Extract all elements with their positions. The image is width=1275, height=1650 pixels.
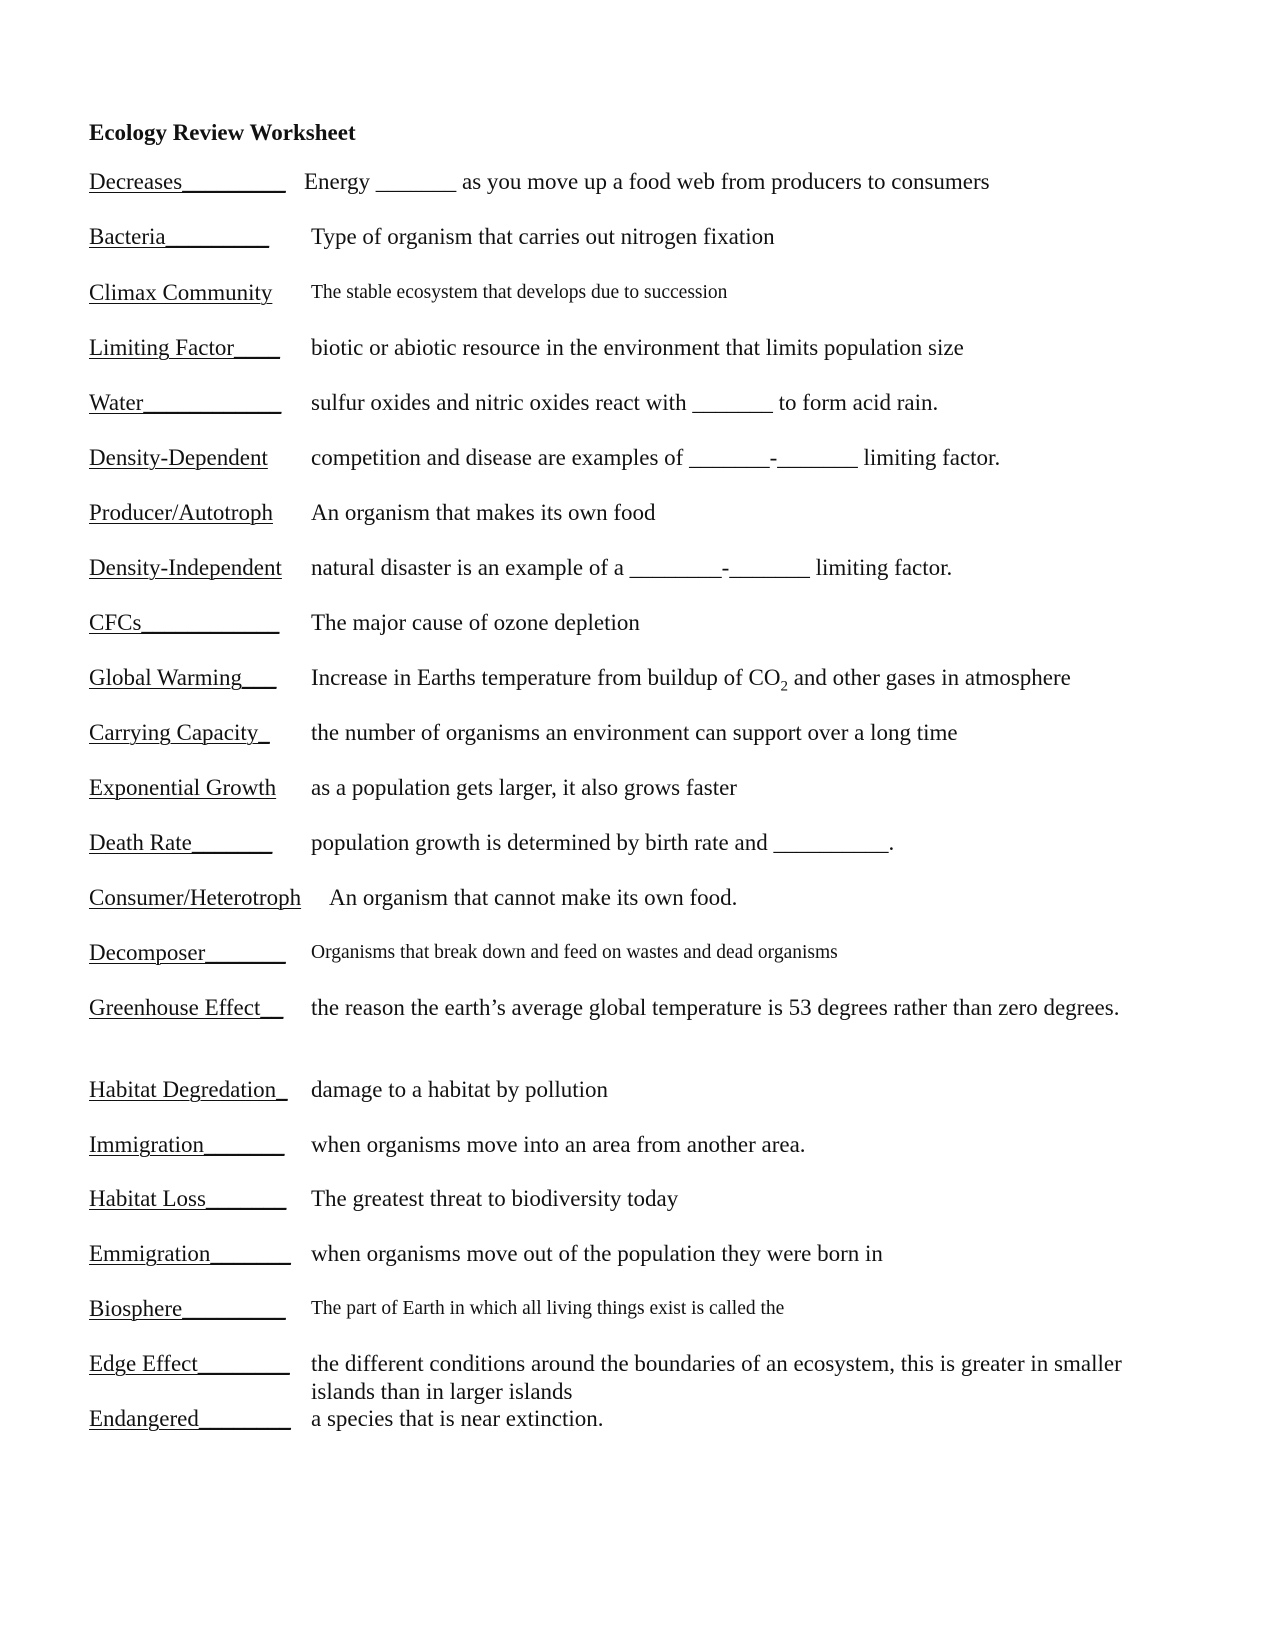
question-definition: the number of organisms an environment can support over a long time	[311, 720, 958, 745]
question-definition: biotic or abiotic resource in the environment that limits population size	[311, 335, 964, 360]
definition-text: Increase in Earths temperature from buildup of CO	[311, 665, 781, 690]
question-definition: Organisms that break down and feed on wastes and dead organisms	[311, 942, 838, 963]
question-definition: competition and disease are examples of _______-_______ limiting factor.	[311, 445, 1001, 470]
worksheet-title: Ecology Review Worksheet	[89, 120, 356, 145]
question-definition: sulfur oxides and nitric oxides react with _______ to form acid rain.	[311, 390, 939, 415]
answer-term: Decomposer_______	[89, 940, 286, 965]
question-definition: An organism that cannot make its own food.	[329, 885, 738, 910]
answer-term: Bacteria_________	[89, 224, 270, 249]
question-definition: the different conditions around the boundaries of an ecosystem, this is greater in smaller islands than in larger islands	[311, 1351, 1122, 1404]
question-definition: damage to a habitat by pollution	[311, 1077, 609, 1102]
question-definition	[311, 664, 1155, 701]
definition-text: and other gases in atmosphere	[787, 665, 1071, 690]
question-definition: The stable ecosystem that develops due to succession	[311, 282, 728, 303]
question-definition: population growth is determined by birth rate and __________.	[311, 830, 895, 855]
question-definition: The major cause of ozone depletion	[311, 610, 640, 635]
answer-term: Density-Independent	[89, 555, 282, 580]
answer-term: Exponential Growth	[89, 775, 277, 800]
answer-term: Edge Effect________	[89, 1351, 290, 1376]
answer-term: Limiting Factor____	[89, 335, 281, 360]
answer-term: Decreases_________	[89, 169, 286, 194]
question-definition: the reason the earth’s average global temperature is 53 degrees rather than zero degrees.	[311, 995, 1120, 1020]
answer-term: Habitat Loss_______	[89, 1186, 287, 1211]
question-definition: when organisms move out of the population they were born in	[311, 1241, 883, 1266]
answer-term: Death Rate_______	[89, 830, 273, 855]
answer-term: Producer/Autotroph	[89, 500, 273, 525]
question-definition: as a population gets larger, it also grows faster	[311, 775, 737, 800]
answer-term: CFCs____________	[89, 610, 280, 635]
question-definition: The greatest threat to biodiversity today	[311, 1186, 679, 1211]
question-definition: Energy _______ as you move up a food web from producers to consumers	[304, 169, 990, 194]
answer-term: Habitat Degredation_	[89, 1077, 288, 1102]
answer-term: Biosphere_________	[89, 1296, 286, 1321]
answer-term: Consumer/Heterotroph	[89, 885, 302, 910]
answer-term: Density-Dependent	[89, 445, 268, 470]
question-definition: Type of organism that carries out nitrogen fixation	[311, 224, 775, 249]
answer-term: Global Warming___	[89, 665, 277, 690]
question-definition: natural disaster is an example of a ________-_______ limiting factor.	[311, 555, 953, 580]
question-definition: The part of Earth in which all living things exist is called the	[311, 1298, 785, 1319]
answer-term: Carrying Capacity_	[89, 720, 270, 745]
question-definition: when organisms move into an area from another area.	[311, 1132, 806, 1157]
answer-term: Emmigration_______	[89, 1241, 291, 1266]
answer-term: Immigration_______	[89, 1132, 285, 1157]
question-definition: An organism that makes its own food	[311, 500, 656, 525]
answer-term: Water____________	[89, 390, 282, 415]
answer-term: Greenhouse Effect__	[89, 995, 284, 1020]
answer-term: Climax Community	[89, 280, 273, 305]
question-definition: a species that is near extinction.	[311, 1406, 604, 1431]
answer-term: Endangered________	[89, 1406, 291, 1431]
subscript-text: 2	[780, 678, 788, 695]
